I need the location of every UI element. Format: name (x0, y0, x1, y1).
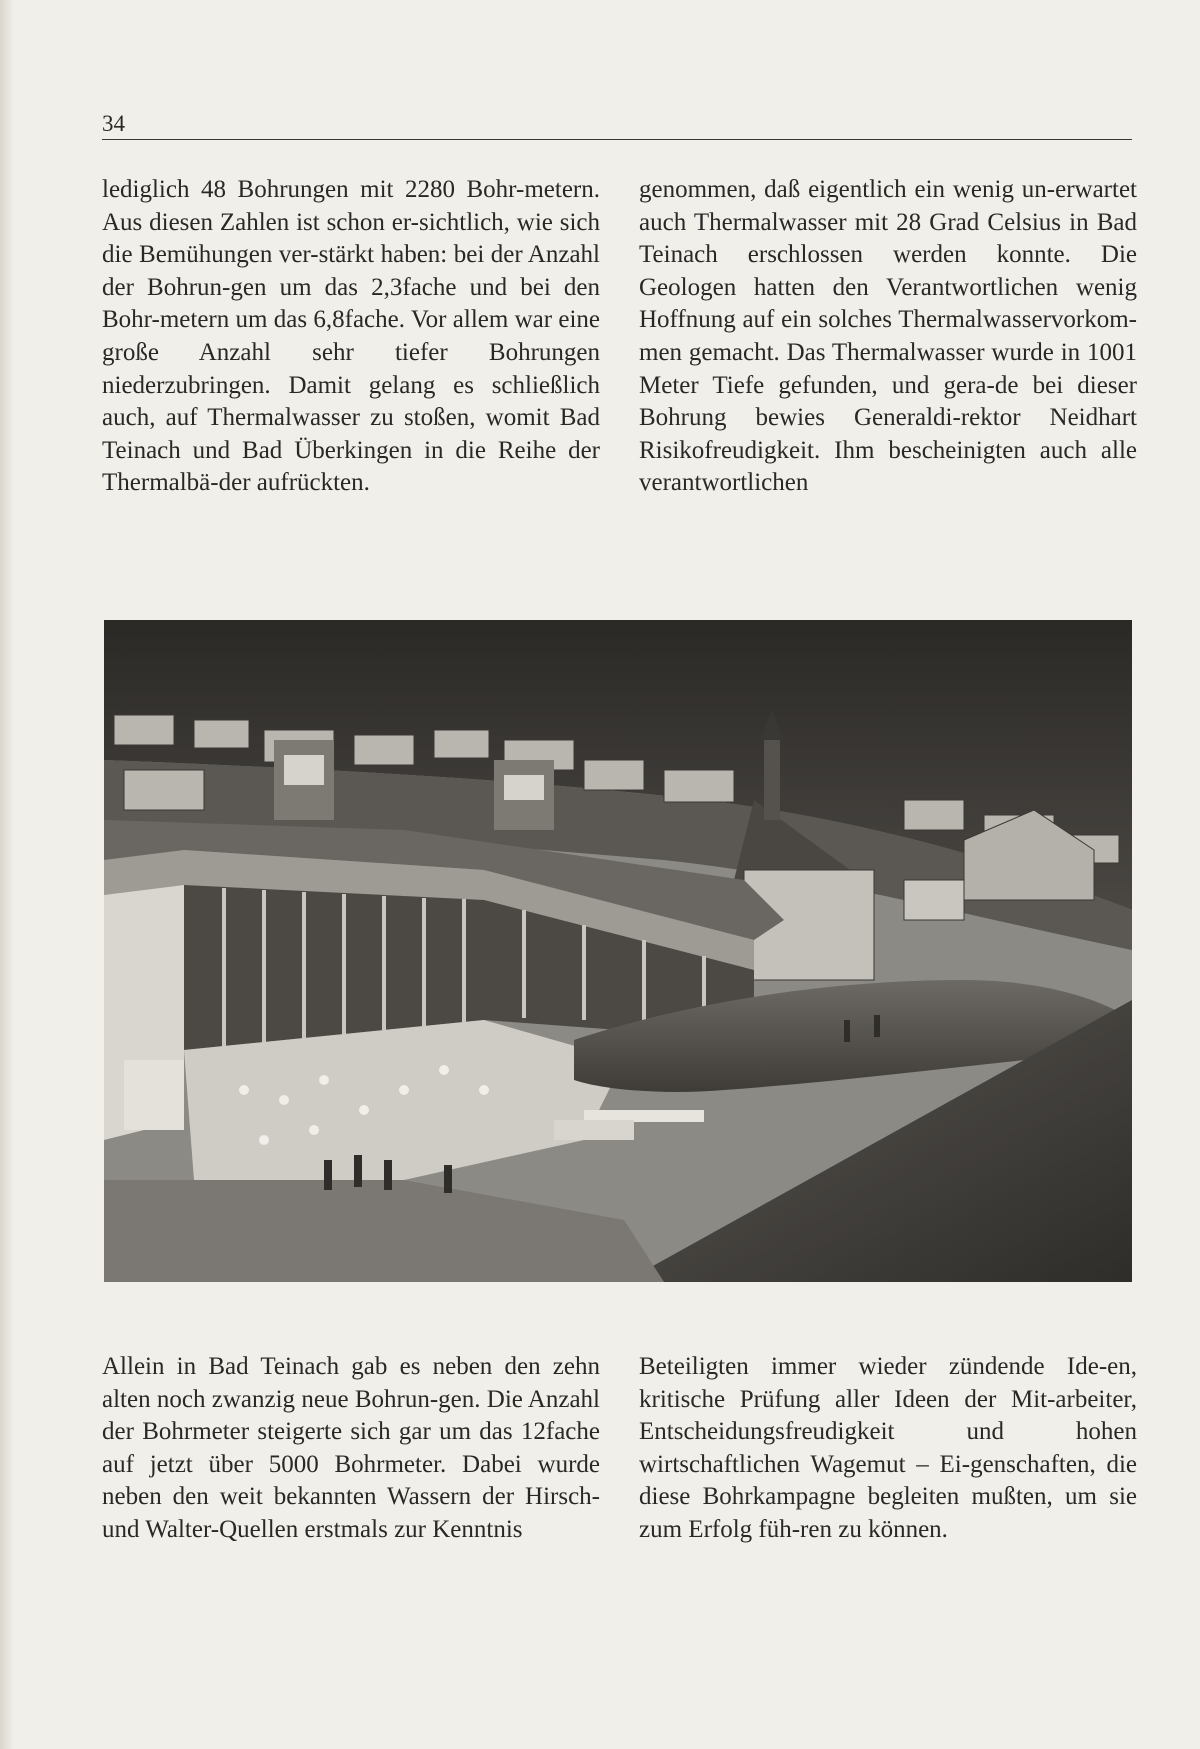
page-number: 34 (102, 111, 125, 136)
page-edge-shadow (0, 0, 14, 1749)
paragraph-top-left: lediglich 48 Bohrungen mit 2280 Bohr-metern. Aus diesen Zahlen ist schon er-sichtlich, wie sich die Bemühungen ver-stärkt haben: bei der Anzahl der Bohrun-gen um das 2,3fache und bei den Bohr-metern um das 6,8fache. Vor allem war eine große Anzahl sehr tiefer Bohrungen niederzubringen. Damit gelang es schließlich auch, auf Thermalwasser zu stoßen, womit Bad Teinach und Bad Überkingen in die Reihe der Thermalbä-der aufrückten. (102, 176, 600, 497)
text-column-bottom-left (102, 1351, 600, 1547)
paragraph-bottom-right: Beteiligten immer wieder zündende Ide-en, kritische Prüfung aller Ideen der Mit-arbeiter, Entscheidungsfreudigkeit und hohen wirtschaftlichen Wagemut – Ei-genschaften, die diese Bohrkampagne begleiten mußten, um sie zum Erfolg füh-ren zu können. (639, 1353, 1137, 1543)
text-column-top-left (102, 174, 600, 500)
photo-illustration (104, 620, 1132, 1282)
paragraph-top-right: genommen, daß eigentlich ein wenig un-erwartet auch Thermalwasser mit 28 Grad Celsius in Bad Teinach erschlossen werden konnte. Die Geologen hatten den Verantwortlichen wenig Hoffnung auf ein solches Thermalwasservorkom-men gemacht. Das Thermalwasser wurde in 1001 Meter Tiefe gefunden, und gera-de bei dieser Bohrung bewies Generaldi-rektor Neidhart Risikofreudigkeit. Ihm bescheinigten auch alle verantwortlichen (639, 176, 1137, 497)
header-rule (102, 139, 1132, 140)
text-column-top-right (639, 174, 1137, 500)
photo-thermal-bath (104, 620, 1132, 1282)
paragraph-bottom-left: Allein in Bad Teinach gab es neben den zehn alten noch zwanzig neue Bohrun-gen. Die Anzahl der Bohrmeter steigerte sich gar um das 12fache auf jetzt über 5000 Bohrmeter. Dabei wurde neben den weit bekannten Wassern der Hirsch- und Walter-Quellen erstmals zur Kenntnis (102, 1353, 600, 1543)
text-column-bottom-right (639, 1351, 1137, 1547)
